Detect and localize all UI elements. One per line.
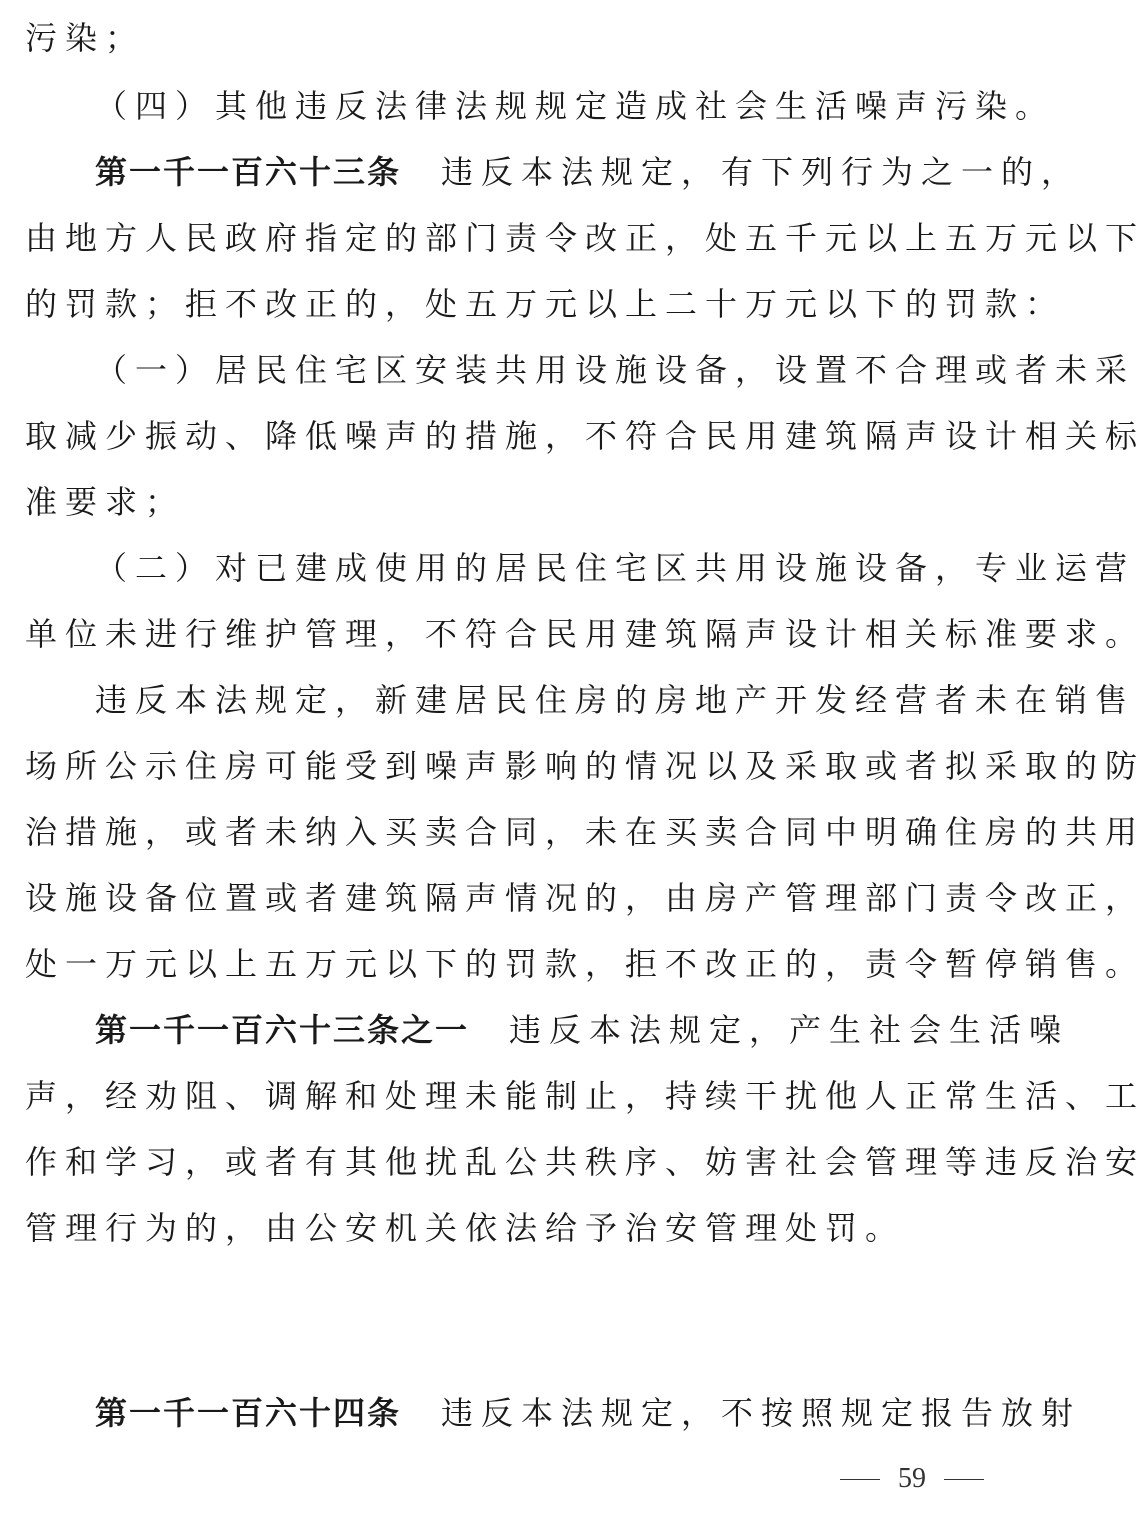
text-line: 准要求；: [25, 483, 186, 521]
text-line: 管理行为的，由公安机关依法给予治安管理处罚。: [25, 1209, 906, 1247]
article-heading-line: [95, 1388, 1082, 1438]
article-heading-line: [95, 147, 1082, 197]
text-line: 的罚款；拒不改正的，处五万元以上二十万元以下的罚款：: [25, 285, 1066, 323]
text-line: 作和学习，或者有其他扰乱公共秩序、妨害社会管理等违反治安: [25, 1143, 1145, 1181]
section-heading: [25, 1288, 1000, 1338]
text-line: 污染；: [25, 19, 146, 57]
text-line: 治措施，或者未纳入买卖合同，未在买卖合同中明确住房的共用: [25, 813, 1145, 851]
text-line: 声，经劝阻、调解和处理未能制止，持续干扰他人正常生活、工: [25, 1077, 1145, 1115]
article-heading-line: [95, 1005, 1070, 1055]
footer-dash-left: [840, 1479, 880, 1480]
text-line: （一）居民住宅区安装共用设施设备，设置不合理或者未采: [95, 351, 1136, 389]
footer-dash-right: [944, 1479, 984, 1480]
text-line: （二）对已建成使用的居民住宅区共用设施设备，专业运营: [95, 549, 1136, 587]
article-text: 违反本法规定，不按照规定报告放射: [441, 1394, 1082, 1432]
text-line: 取减少振动、降低噪声的措施，不符合民用建筑隔声设计相关标: [25, 417, 1145, 455]
text-line: 设施设备位置或者建筑隔声情况的，由房产管理部门责令改正，: [25, 879, 1145, 917]
document-page: [25, 0, 1145, 1513]
text-line: 场所公示住房可能受到噪声影响的情况以及采取或者拟采取的防: [25, 747, 1145, 785]
article-text: 违反本法规定，产生社会生活噪: [509, 1011, 1070, 1049]
page-footer: [840, 1458, 984, 1498]
text-line: 处一万元以上五万元以下的罚款，拒不改正的，责令暂停销售。: [25, 945, 1145, 983]
text-line: 违反本法规定，新建居民住房的房地产开发经营者未在销售: [95, 681, 1136, 719]
text-line: 由地方人民政府指定的部门责令改正，处五千元以上五万元以下: [25, 219, 1145, 257]
text-line: 单位未进行维护管理，不符合民用建筑隔声设计相关标准要求。: [25, 615, 1145, 653]
article-text: 违反本法规定，有下列行为之一的，: [441, 153, 1082, 191]
text-line: （四）其他违反法律法规规定造成社会生活噪声污染。: [95, 87, 1056, 125]
page-number: 59: [898, 1463, 926, 1494]
article-number: 第一千一百六十三条之一: [95, 1011, 470, 1049]
article-number: 第一千一百六十三条: [95, 153, 402, 191]
article-number: 第一千一百六十四条: [95, 1394, 402, 1432]
